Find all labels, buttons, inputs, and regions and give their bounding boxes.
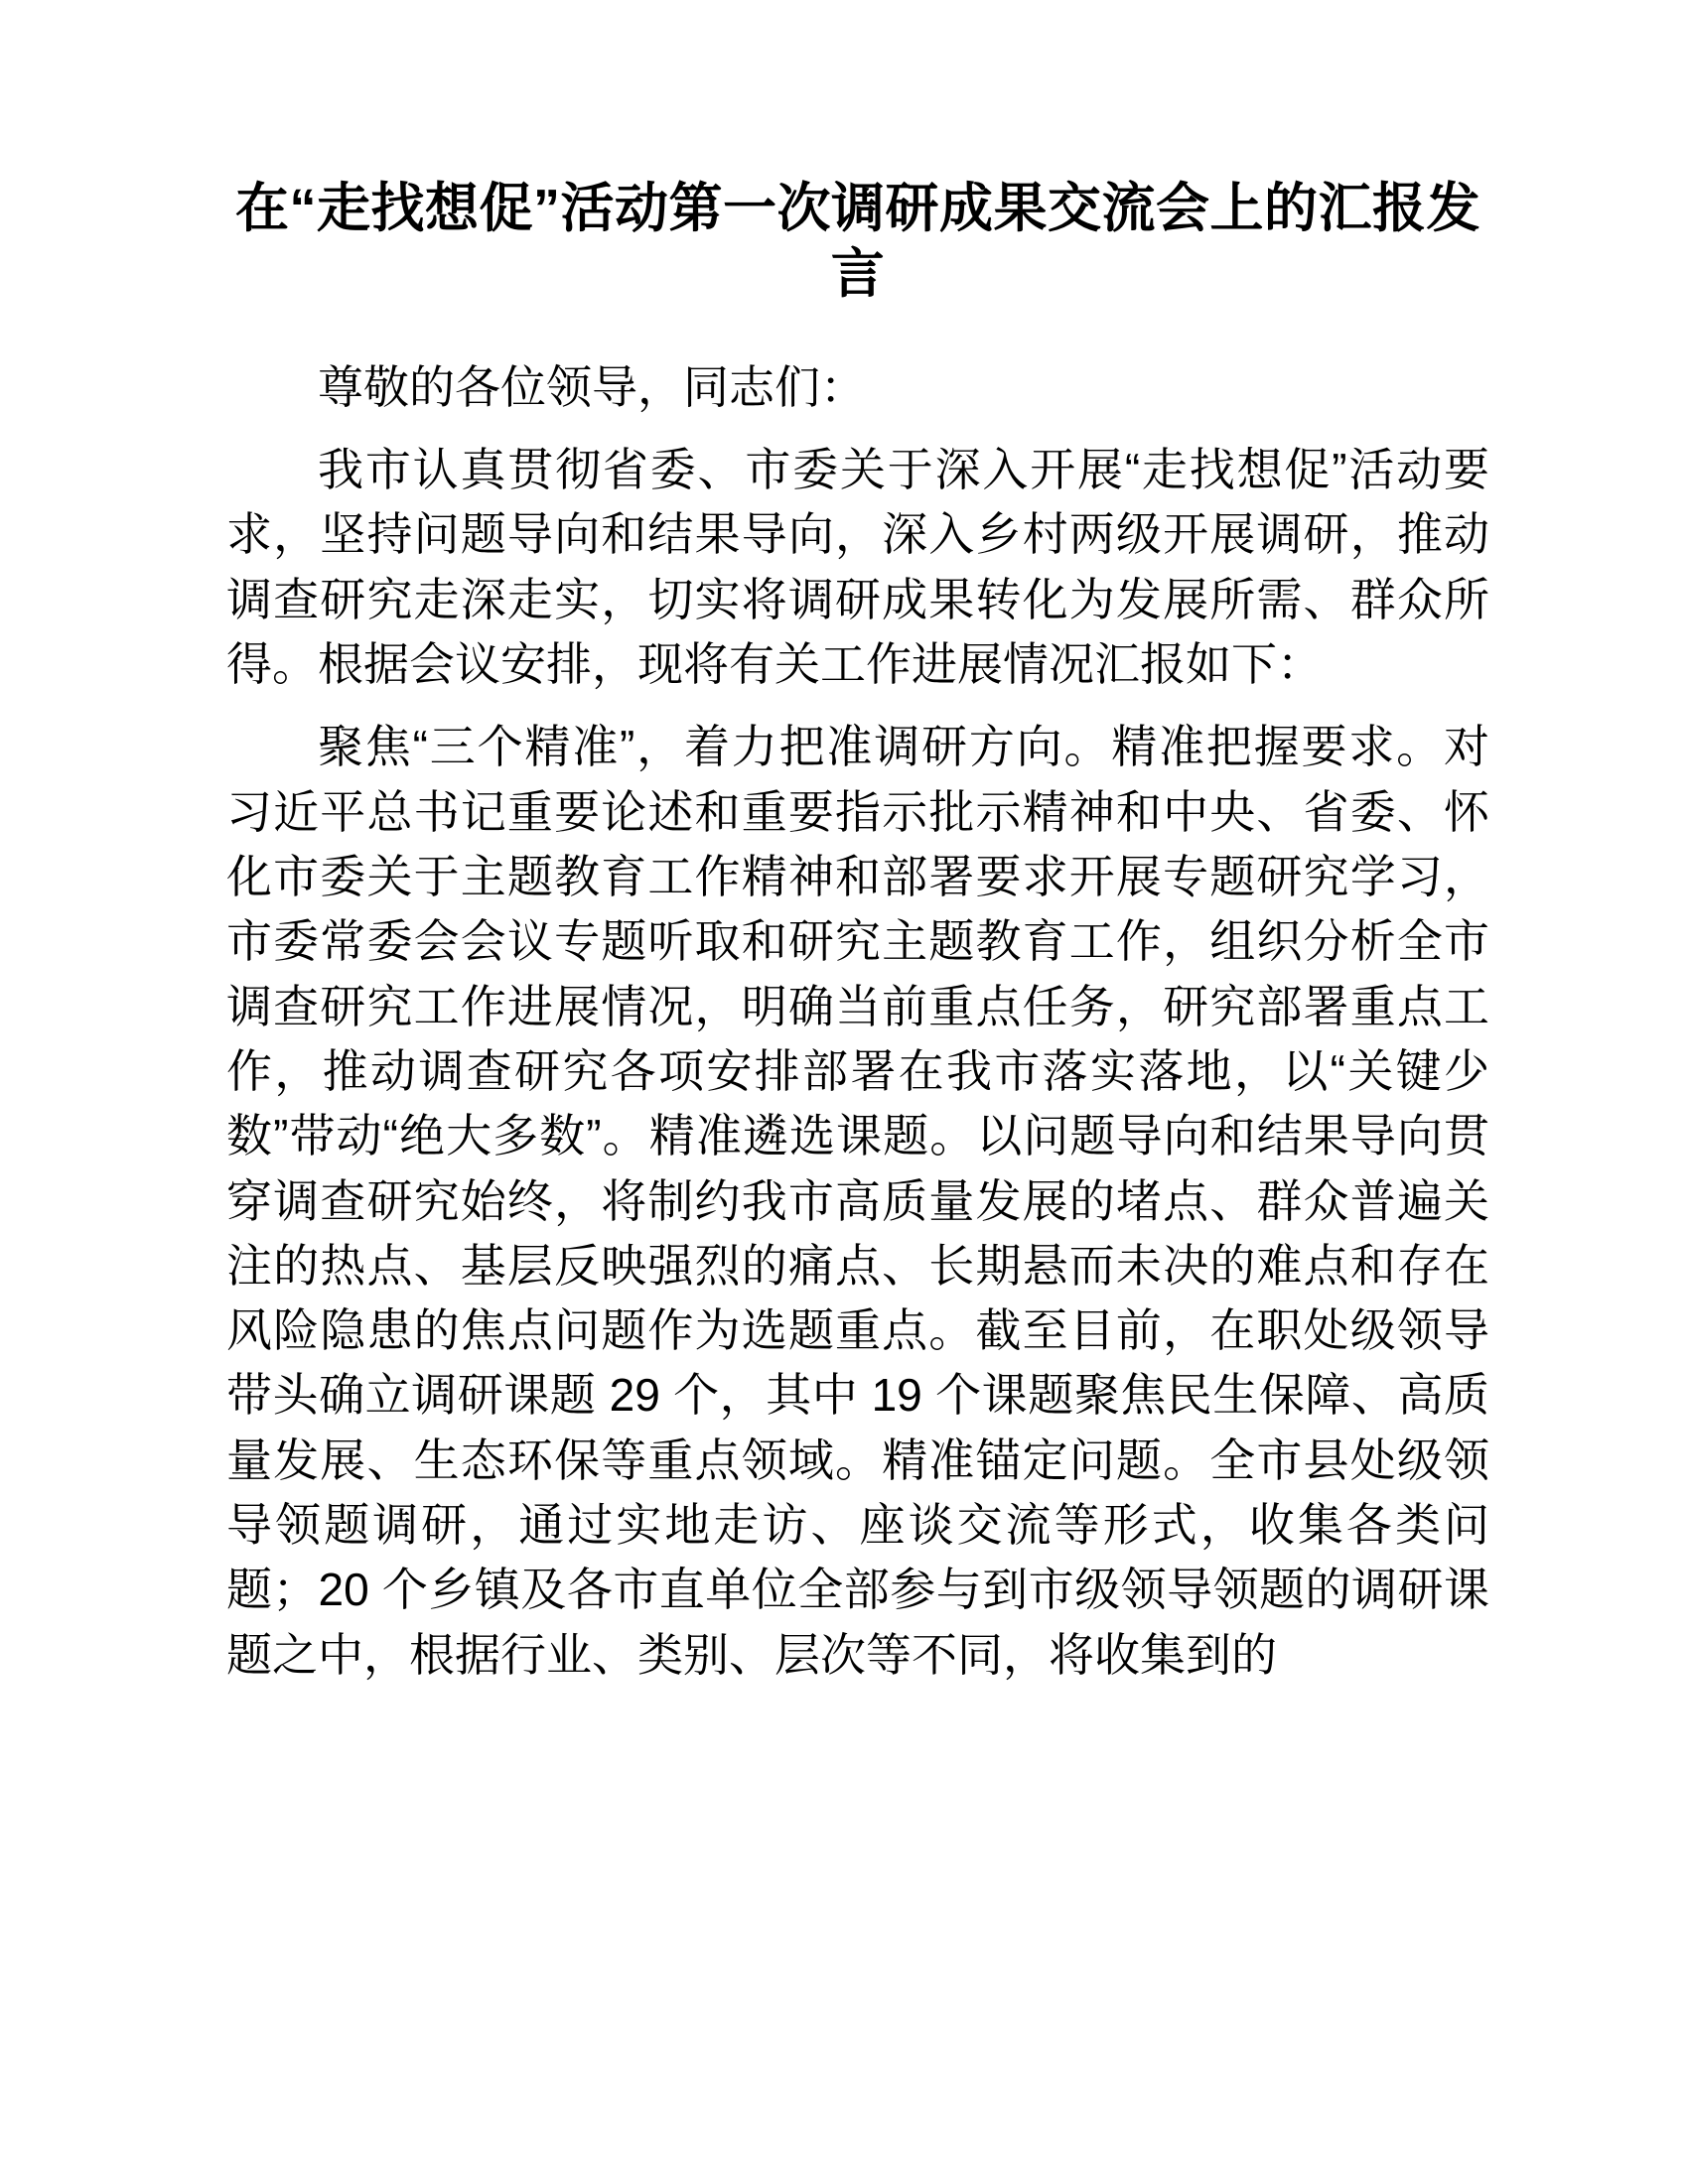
paragraph-body-1: 我市认真贯彻省委、市委关于深入开展“走找想促”活动要求，坚持问题导向和结果导向，深入乡村两级开展调研，推动调查研究走深走实，切实将调研成果转化为发展所需、群众所得。根据会议安排，现将有关工作进展情况汇报如下：	[226, 444, 1489, 690]
page-title: 在“走找想促”活动第一次调研成果交流会上的汇报发言	[235, 179, 1480, 304]
paragraph-greeting: 尊敬的各位领导，同志们：	[318, 360, 866, 413]
document-content	[226, 0, 1489, 1688]
paragraph-body-2: 聚焦“三个精准”，着力把准调研方向。精准把握要求。对习近平总书记重要论述和重要指示批示精神和中央、省委、怀化市委关于主题教育工作精神和部署要求开展专题研究学习，市委常委会会议专题听取和研究主题教育工作，组织分析全市调查研究工作进展情况，明确当前重点任务，研究部署重点工作，推动调查研究各项安排部署在我市落实落地，以“关键少数”带动“绝大多数”。精准遴选课题。以问题导向和结果导向贯穿调查研究始终，将制约我市高质量发展的堵点、群众普遍关注的热点、基层反映强烈的痛点、长期悬而未决的难点和存在风险隐患的焦点问题作为选题重点。截至目前，在职处级领导带头确立调研课题 29 个，其中 19 个课题聚焦民生保障、高质量发展、生态环保等重点领域。精准锚定问题。全市县处级领导领题调研，通过实地走访、座谈交流等形式，收集各类问题；20 个乡镇及各市直单位全部参与到市级领导领题的调研课题之中，根据行业、类别、层次等不同，将收集到的	[226, 721, 1489, 1681]
